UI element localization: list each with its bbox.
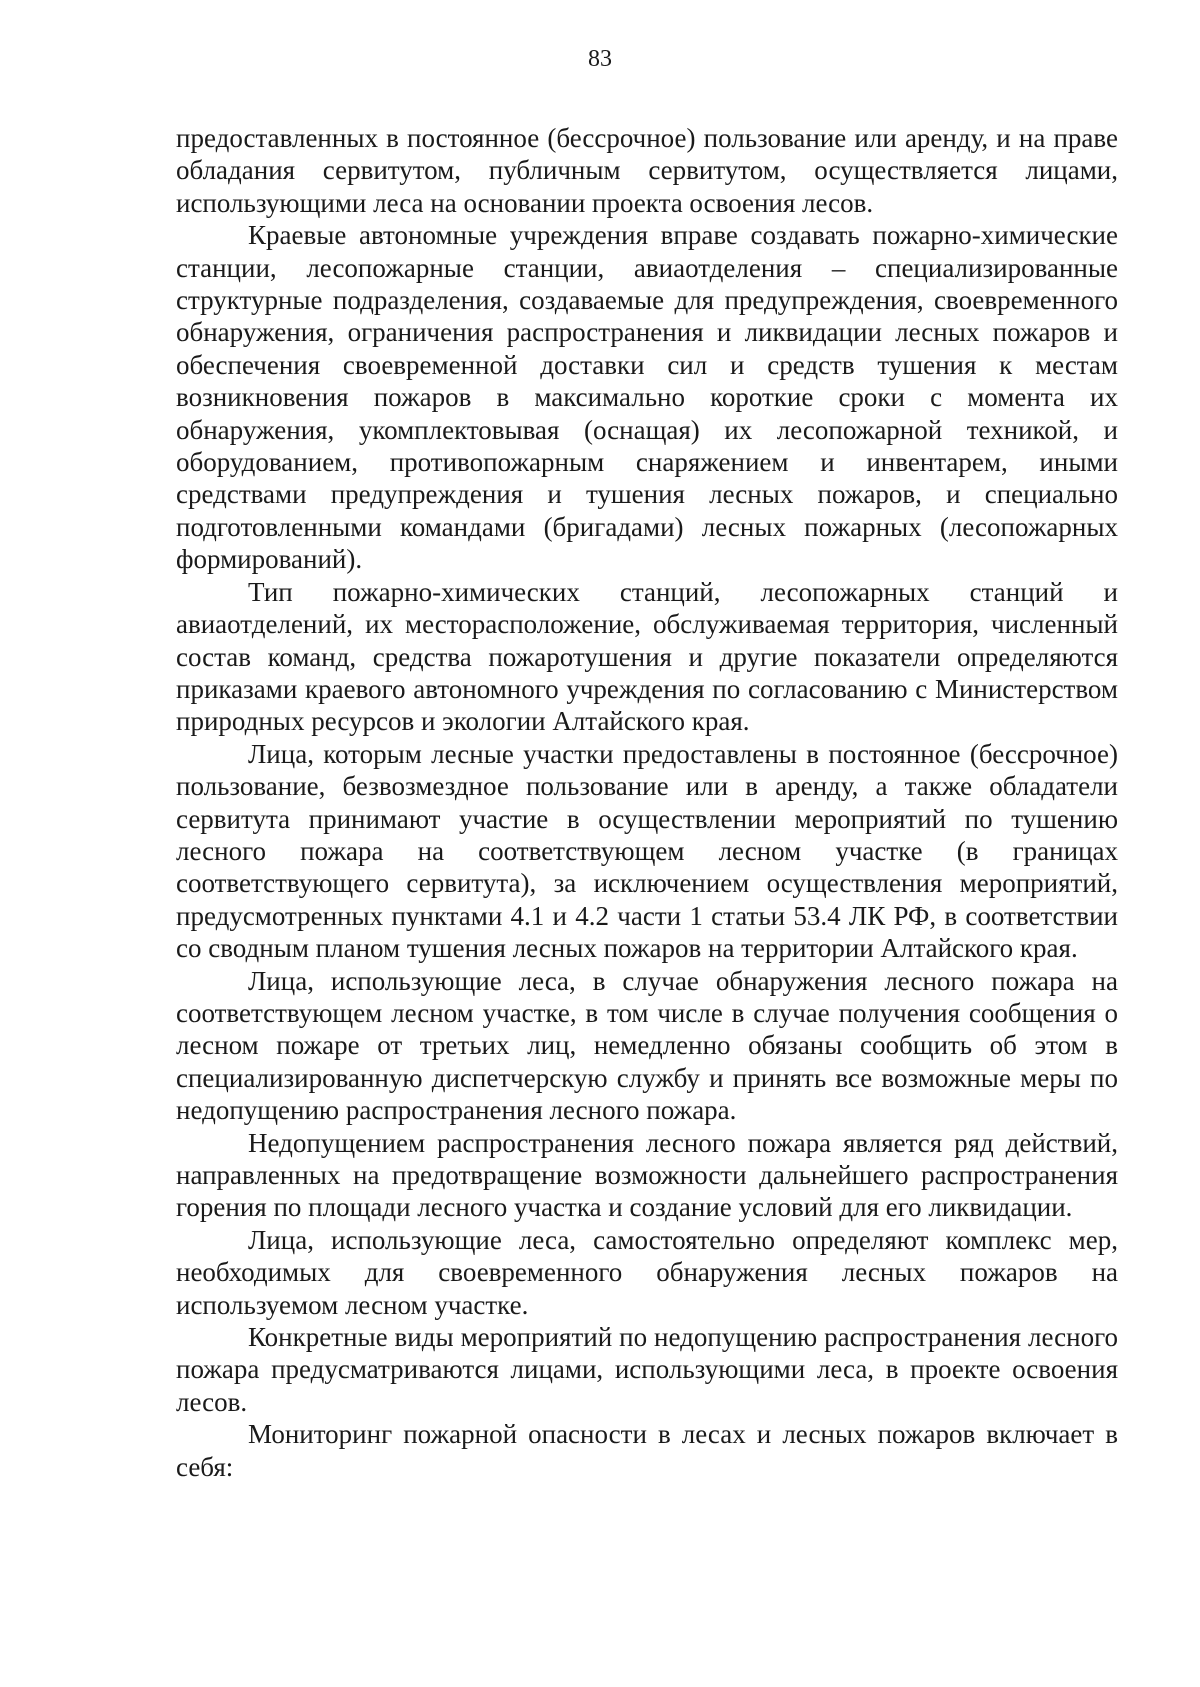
paragraph-regional-institutions: Краевые автономные учреждения вправе создавать пожарно-химические станции, лесопожарные станции, авиаотделения – специализированные структурные подразделения, создаваемые для предупреждения, своевременного обнаружения, ограничения распространения и ликвидации лесных пожаров и обеспечения своевременной доставки сил и средств тушения к местам возникновения пожаров в максимально короткие сроки с момента их обнаружения, укомплектовывая (оснащая) их лесопожарной техникой, и оборудованием, противопожарным снаряжением и инвентарем, иными средствами предупреждения и тушения лесных пожаров, и специально подготовленными командами (бригадами) лесных пожарных (лесопожарных формирований). xyxy=(176,220,1118,575)
document-body xyxy=(176,122,1118,1483)
paragraph-fire-detection-duty: Лица, использующие леса, в случае обнаружения лесного пожара на соответствующем лесном участке, в том числе в случае получения сообщения о лесном пожаре от третьих лиц, немедленно обязаны сообщить об этом в специализированную диспетчерскую службу и принять все возможные меры по недопущению распространения лесного пожара. xyxy=(176,965,1118,1126)
paragraph-continuation: предоставленных в постоянное (бессрочное) пользование или аренду, и на праве обладания сервитутом, публичным сервитутом, осуществляется лицами, использующими леса на основании проекта освоения лесов. xyxy=(176,123,1118,218)
paragraph-spread-prevention: Недопущением распространения лесного пожара является ряд действий, направленных на предотвращение возможности дальнейшего распространения горения по площади лесного участка и создание условий для его ликвидации. xyxy=(176,1127,1118,1223)
paragraph-participation: Лица, которым лесные участки предоставлены в постоянное (бессрочное) пользование, безвозмездное пользование или в аренду, а также обладатели сервитута принимают участие в осуществлении мероприятий по тушению лесного пожара на соответствующем лесном участке (в границах соответствующего сервитута), за исключением осуществления мероприятий, предусмотренных пунктами 4.1 и 4.2 части 1 статьи 53.4 ЛК РФ, в соответствии со сводным планом тушения лесных пожаров на территории Алтайского края. xyxy=(176,738,1118,964)
paragraph-specific-measures: Конкретные виды мероприятий по недопущению распространения лесного пожара предусматриваются лицами, использующими леса, в проекте освоения лесов. xyxy=(176,1322,1118,1417)
paragraph-station-types: Тип пожарно-химических станций, лесопожарных станций и авиаотделений, их месторасположение, обслуживаемая территория, численный состав команд, средства пожаротушения и другие показатели определяются приказами краевого автономного учреждения по согласованию с Министерством природных ресурсов и экологии Алтайского края. xyxy=(176,576,1118,737)
paragraph-monitoring-intro: Мониторинг пожарной опасности в лесах и лесных пожаров включает в себя: xyxy=(176,1419,1118,1482)
paragraph-self-measures: Лица, использующие леса, самостоятельно определяют комплекс мер, необходимых для своевременного обнаружения лесных пожаров на используемом лесном участке. xyxy=(176,1224,1118,1320)
page-number: 83 xyxy=(588,46,612,72)
